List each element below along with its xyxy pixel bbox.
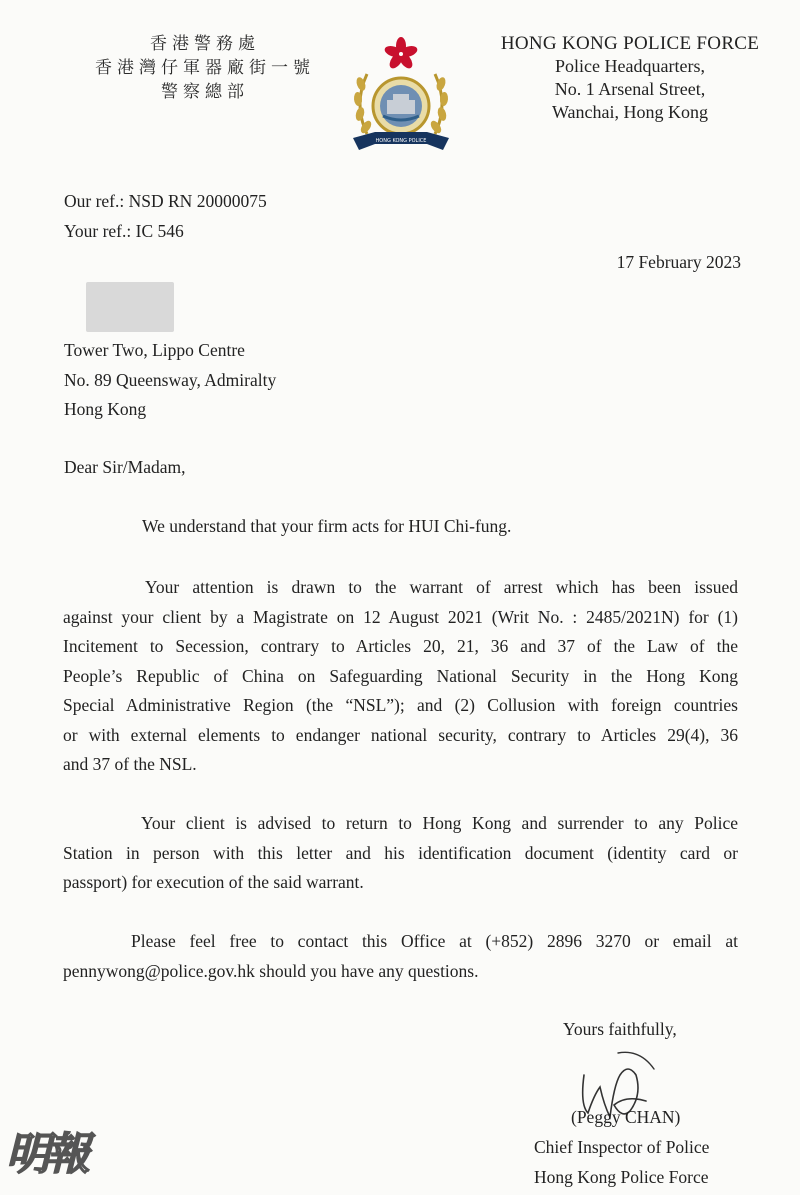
paragraph-2-line-5: Special Administrative Region (the “NSL”); and (2) Collusion with foreign countries	[63, 695, 738, 715]
english-header	[490, 32, 770, 124]
address-line-1: Tower Two, Lippo Centre	[64, 340, 245, 360]
paragraph-4	[63, 927, 738, 986]
address-block	[64, 336, 276, 425]
your-reference: Your ref.: IC 546	[64, 221, 184, 241]
salutation: Dear Sir/Madam,	[64, 457, 186, 477]
redacted-recipient	[86, 282, 174, 332]
signatory-name: (Peggy CHAN)	[571, 1107, 681, 1127]
paragraph-2-line-4: People’s Republic of China on Safeguarding National Security in the Hong Kong	[63, 665, 738, 686]
emblem-ribbon-text: HONG KONG POLICE	[375, 138, 427, 144]
chinese-header-line-3: 警察總部	[161, 82, 249, 102]
police-emblem-icon	[345, 34, 457, 164]
paragraph-2-line-7: and 37 of the NSL.	[63, 754, 197, 774]
paragraph-3-line-2: Station in person with this letter and his identification document (identity card or	[63, 842, 738, 863]
paragraph-2	[63, 573, 738, 780]
paragraph-2-line-2: against your client by a Magistrate on 12 August 2021 (Writ No. : 2485/2021N) for (1)	[63, 606, 738, 627]
chinese-header-line-1: 香港警務處	[150, 34, 260, 54]
our-reference: Our ref.: NSD RN 20000075	[64, 191, 267, 211]
paragraph-2-line-6: or with external elements to endanger national security, contrary to Articles 29(4), 36	[63, 724, 738, 745]
paragraph-2-line-3: Incitement to Secession, contrary to Articles 20, 21, 36 and 37 of the Law of the	[63, 636, 738, 656]
english-header-line-4: Wanchai, Hong Kong	[551, 102, 708, 122]
paragraph-2-line-1: Your attention is drawn to the warrant of arrest which has been issued	[145, 577, 738, 597]
paragraph-4-line-2: pennywong@police.gov.hk should you have any questions.	[63, 960, 479, 981]
address-line-3: Hong Kong	[64, 399, 147, 419]
signatory-organization: Hong Kong Police Force	[534, 1167, 709, 1187]
paragraph-3-line-3: passport) for execution of the said warrant.	[63, 872, 364, 892]
signatory-title: Chief Inspector of Police	[534, 1137, 710, 1157]
english-header-line-3: No. 1 Arsenal Street,	[554, 79, 706, 99]
paragraph-3-line-1: Your client is advised to return to Hong Kong and surrender to any Police	[141, 813, 738, 833]
paragraph-4-line-1: Please feel free to contact this Office at (+852) 2896 3270 or email at	[131, 931, 738, 951]
address-line-2: No. 89 Queensway, Admiralty	[64, 369, 277, 390]
watermark-logo: 明報	[6, 1129, 86, 1180]
closing: Yours faithfully,	[563, 1019, 677, 1039]
chinese-header-line-2: 香港灣仔軍器廠街一號	[95, 58, 315, 78]
organization-title: HONG KONG POLICE FORCE	[500, 33, 760, 54]
letter-date: 17 February 2023	[616, 252, 741, 272]
paragraph-1: We understand that your firm acts for HUI Chi-fung.	[142, 516, 512, 536]
paragraph-3	[63, 809, 738, 898]
chinese-header	[80, 32, 330, 104]
english-header-line-2: Police Headquarters,	[555, 56, 705, 76]
